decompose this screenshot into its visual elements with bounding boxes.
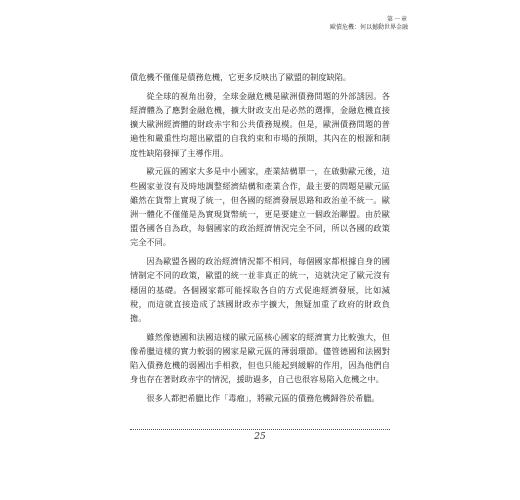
paragraph: 很多人都把希臘比作「毒瘤」，將歐元區的債務危機歸咎於希臘。 — [146, 393, 380, 404]
chapter-label: 第一章 — [386, 16, 408, 23]
page-number: 25 — [254, 432, 266, 442]
paragraph: 從全球的視角出發，全球金融危機是歐洲債務問題的外部誘因。各經濟體為了應對金融危機，擴大財政支出是必然的選擇，金融危機直接擴大歐洲經濟體的財政赤字和公共債務規模。但是，歐洲債務問題的普遍性和嚴重性均超出歐盟的自我約束和市場的預期，其內在的根源和制度性缺陷發揮了主導作用。 — [130, 90, 390, 158]
paragraph: 因為歐盟各國的政治經濟情況都不相同，每個國家都根據自身的國情制定不同的政策，歐盟的統一並非真正的統一，這就決定了歐元沒有穩固的基礎。各個國家都可能採取各自的方式促進經濟發展，比如減稅，而這就直接造成了該國財政赤字擴大，無疑加重了政府的財政負擔。 — [130, 256, 390, 324]
body-text — [130, 70, 390, 410]
paragraph: 歐元區的國家大多是中小國家，產業結構單一，在啟動歐元後，這些國家並沒有及時地調整經濟結構和產業合作，最主要的問題是歐元區雖然在貨幣上實現了統一，但各國的經濟發展思路和政治並不統一。歐洲一體化不僅僅是為實現貨幣統一，更是要建立一個政治聯盟。由於歐盟各國各自為政，每個國家的政治經濟情況完全不同，所以各國的政策完全不同。 — [130, 166, 390, 248]
paragraph-continued: 債危機不僅僅是債務危機，它更多反映出了歐盟的制度缺陷。 — [130, 72, 352, 82]
footer-divider — [130, 429, 390, 430]
chapter-title: 歐債危機：何以撼動世界金融 — [329, 24, 408, 31]
running-head — [330, 16, 408, 32]
paragraph: 雖然像德國和法國這樣的歐元區核心國家的經濟實力比較強大，但像希臘這樣的實力較弱的國家是歐元區的薄弱環節。儘管德國和法國對陷入債務危機的弱國出手相救，但也只能起到緩解的作用，因為他們自身也存在著財政赤字的情況，援助過多，自己也很容易陷入危機之中。 — [130, 331, 390, 385]
